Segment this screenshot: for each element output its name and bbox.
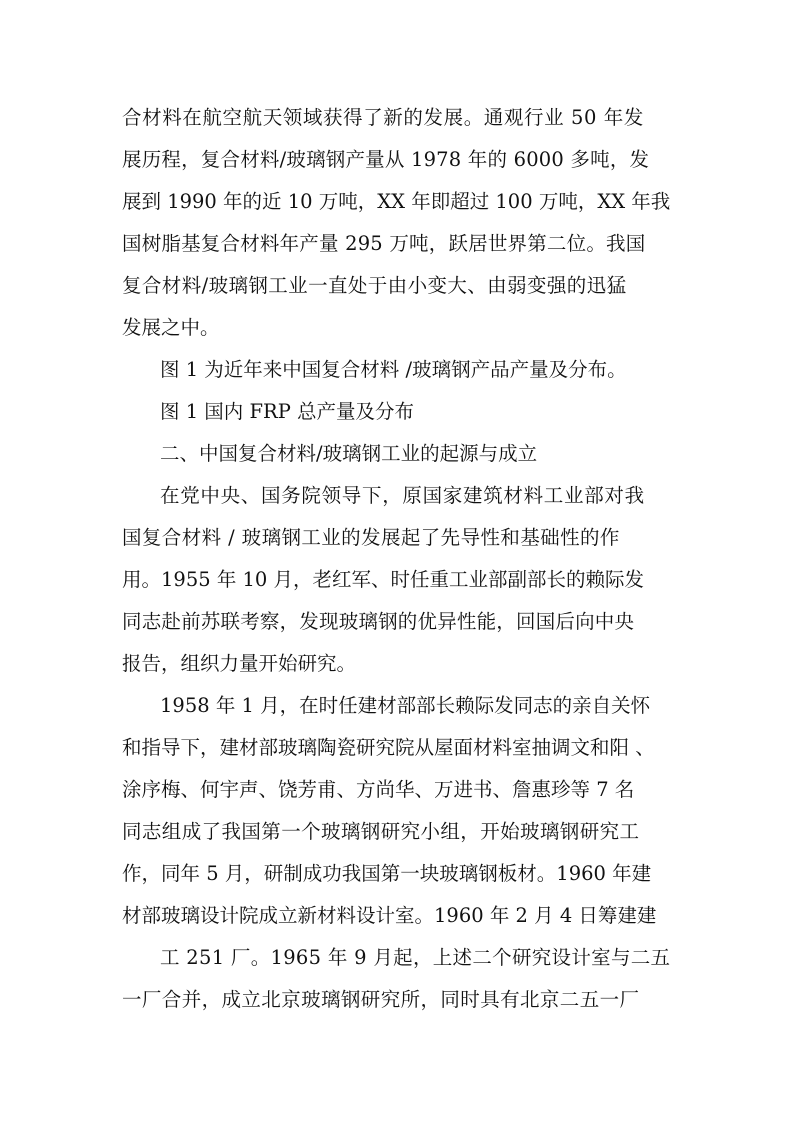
text-line: 材部玻璃设计院成立新材料设计室。1960 年 2 月 4 日筹建建 <box>122 904 657 927</box>
text-line: 发展之中。 <box>122 316 220 339</box>
text-line: 一厂合并，成立北京玻璃钢研究所，同时具有北京二五一厂 <box>122 988 640 1011</box>
text-line: 报告，组织力量开始研究。 <box>122 652 357 675</box>
text-line: 作，同年 5 月，研制成功我国第一块玻璃钢板材。1960 年建 <box>122 862 652 885</box>
text-line: 图 1 为近年来中国复合材料 /玻璃钢产品产量及分布。 <box>160 358 627 381</box>
text-line: 和指导下，建材部玻璃陶瓷研究院从屋面材料室抽调文和阳 、 <box>122 736 655 759</box>
text-line: 展到 1990 年的近 10 万吨，XX 年即超过 100 万吨，XX 年我 <box>122 190 671 213</box>
text-line: 同志赴前苏联考察，发现玻璃钢的优异性能，回国后向中央 <box>122 610 635 633</box>
text-line: 1958 年 1 月，在时任建材部部长赖际发同志的亲自关怀 <box>160 694 651 717</box>
section-heading: 二、中国复合材料/玻璃钢工业的起源与成立 <box>160 442 538 465</box>
figure-caption: 图 1 国内 FRP 总产量及分布 <box>160 400 415 423</box>
text-line: 工 251 厂。1965 年 9 月起，上述二个研究设计室与二五 <box>160 946 671 969</box>
text-line: 同志组成了我国第一个玻璃钢研究小组，开始玻璃钢研究工 <box>122 820 640 843</box>
text-line: 国树脂基复合材料年产量 295 万吨，跃居世界第二位。我国 <box>122 232 646 255</box>
text-line: 国复合材料 / 玻璃钢工业的发展起了先导性和基础性的作 <box>122 526 620 549</box>
text-line: 涂序梅、何宇声、饶芳甫、方尚华、万进书、詹惠珍等 7 名 <box>122 778 635 801</box>
text-line: 复合材料/玻璃钢工业一直处于由小变大、由弱变强的迅猛 <box>122 274 627 297</box>
text-line: 在党中央、国务院领导下，原国家建筑材料工业部对我 <box>160 484 645 507</box>
text-line: 用。1955 年 10 月，老红军、时任重工业部副部长的赖际发 <box>122 568 645 591</box>
text-line: 展历程，复合材料/玻璃钢产量从 1978 年的 6000 多吨，发 <box>122 148 650 171</box>
text-line: 合材料在航空航天领域获得了新的发展。通观行业 50 年发 <box>122 106 645 129</box>
